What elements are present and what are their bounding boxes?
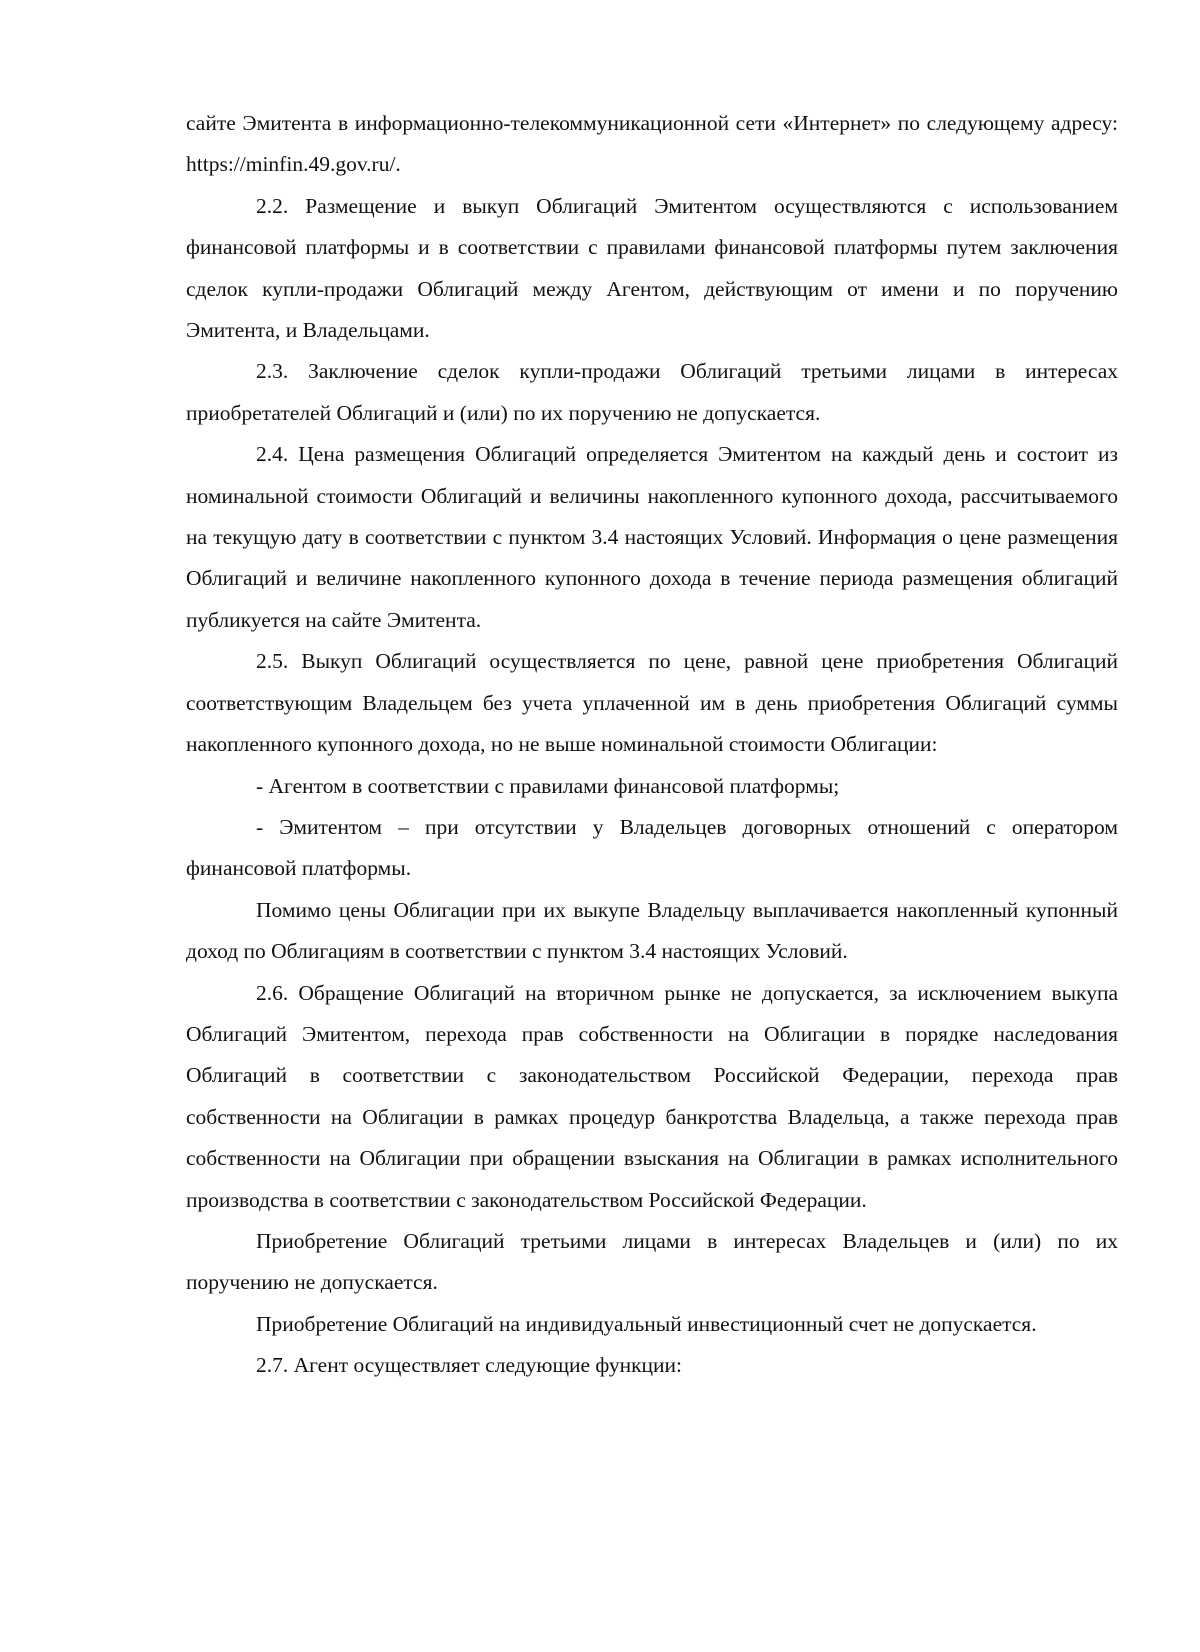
paragraph-2-4-placement-price: 2.4. Цена размещения Облигаций определяется Эмитентом на каждый день и состоит из номинальной стоимости Облигаций и величины накопленного купонного дохода, рассчитываемого на текущую дату в соответствии с пунктом 3.4 настоящих Условий. Информация о цене размещения Облигаций и величине накопленного купонного дохода в течение периода размещения облигаций публикуется на сайте Эмитента. [186, 442, 1118, 632]
paragraph-continuation-website: сайте Эмитента в информационно-телекоммуникационной сети «Интернет» по следующему адресу: https://minfin.49.gov.ru/. [186, 111, 1118, 177]
list-item-agent: - Агентом в соответствии с правилами финансовой платформы; [256, 773, 840, 798]
paragraph-third-party-acquisition: Приобретение Облигаций третьими лицами в интересах Владельцев и (или) по их поручению не допускается. [186, 1228, 1118, 1295]
paragraph-2-3-third-party-deals: 2.3. Заключение сделок купли-продажи Облигаций третьими лицами в интересах приобретателей Облигаций и (или) по их поручению не допускается. [186, 359, 1118, 425]
paragraph-coupon-income: Помимо цены Облигации при их выкупе Владельцу выплачивается накопленный купонный доход по Облигациям в соответствии с пунктом 3.4 настоящих Условий. [186, 897, 1118, 964]
paragraph-2-2-placement-and-buyback: 2.2. Размещение и выкуп Облигаций Эмитентом осуществляются с использованием финансовой платформы и в соответствии с правилами финансовой платформы путем заключения сделок купли-продажи Облигаций между Агентом, действующим от имени и по поручению Эмитента, и Владельцами. [186, 193, 1118, 343]
paragraph-2-5-buyback-price: 2.5. Выкуп Облигаций осуществляется по цене, равной цене приобретения Облигаций соответствующим Владельцем без учета уплаченной им в день приобретения Облигаций суммы накопленного купонного дохода, но не выше номинальной стоимости Облигации: [186, 649, 1118, 757]
paragraph-iis-acquisition: Приобретение Облигаций на индивидуальный инвестиционный счет не допускается. [256, 1311, 1037, 1336]
paragraph-2-6-secondary-market: 2.6. Обращение Облигаций на вторичном рынке не допускается, за исключением выкупа Облигаций Эмитентом, перехода прав собственности на Облигации в порядке наследования Облигаций в соответствии с законодательством Российской Федерации, перехода прав собственности на Облигации в рамках процедур банкротства Владельца, а также перехода прав собственности на Облигации при обращении взыскания на Облигации в рамках исполнительного производства в соответствии с законодательством Российской Федерации. [186, 980, 1118, 1212]
document-body [186, 103, 1118, 1387]
list-item-issuer: - Эмитентом – при отсутствии у Владельцев договорных отношений с оператором финансовой платформы. [186, 814, 1118, 881]
paragraph-2-7-agent-functions: 2.7. Агент осуществляет следующие функции: [256, 1353, 683, 1378]
